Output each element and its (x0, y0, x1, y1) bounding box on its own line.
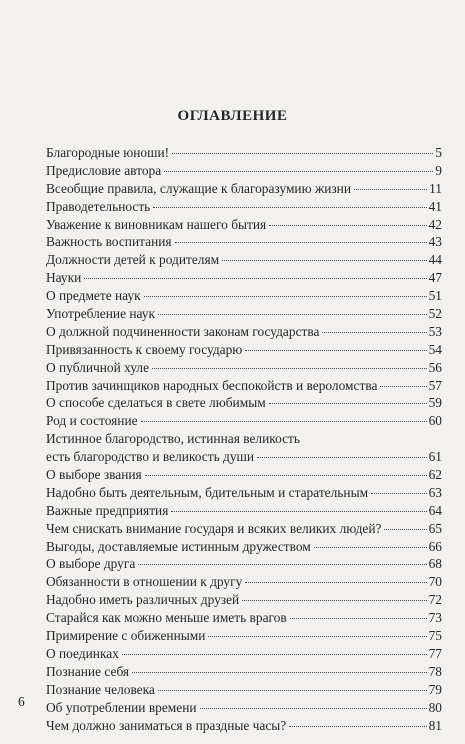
toc-entry (46, 412, 442, 430)
toc-entry (46, 484, 442, 502)
toc-entry (46, 233, 442, 251)
dot-leader (289, 726, 426, 727)
toc-entry (46, 573, 442, 591)
toc-entry-page: 79 (428, 681, 442, 697)
toc-entry (46, 645, 442, 663)
toc-entry-page: 59 (428, 395, 442, 411)
toc-entry (46, 216, 442, 234)
dot-leader (269, 403, 427, 404)
dot-leader (132, 672, 427, 673)
toc-entry-title: Выгоды, доставляемые истинным дружеством (46, 538, 311, 554)
toc-entry (46, 627, 442, 645)
toc-entry (46, 520, 442, 538)
toc-entry (46, 341, 442, 359)
toc-entry-page: 57 (428, 377, 442, 393)
dot-leader (384, 529, 426, 530)
toc-entry-page: 62 (428, 467, 442, 483)
toc-entry (46, 699, 442, 717)
dot-leader (222, 260, 427, 261)
dot-leader (145, 475, 427, 476)
toc-entry (46, 609, 442, 627)
toc-entry-page: 60 (428, 413, 442, 429)
toc-entry-page: 61 (428, 449, 442, 465)
toc-entry-title: Должности детей к родителям (46, 252, 220, 268)
toc-entry-page: 75 (428, 628, 442, 644)
toc-entry-title: Употребление наук (46, 306, 156, 322)
dot-leader (144, 296, 427, 297)
toc-entry-title: Надобно быть деятельным, бдительным и старательным (46, 484, 369, 500)
toc-entry-title: Старайся как можно меньше иметь врагов (46, 610, 287, 626)
dot-leader (122, 654, 427, 655)
toc-entry (46, 162, 442, 180)
toc-entry (46, 502, 442, 520)
toc-entry (46, 359, 442, 377)
dot-leader (158, 314, 427, 315)
toc-entry-title: О публичной хуле (46, 359, 150, 375)
toc-entry-page: 78 (428, 663, 442, 679)
toc-entry-title: О должной подчиненности законам государства (46, 323, 320, 339)
toc-entry-title: Важность воспитания (46, 234, 172, 250)
toc-entry-page: 65 (428, 520, 442, 536)
toc-entry-page: 81 (428, 717, 442, 733)
toc-entry (46, 251, 442, 269)
dot-leader (371, 493, 427, 494)
dot-leader (269, 225, 426, 226)
toc-entry-page: 54 (428, 341, 442, 357)
page-title: ОГЛАВЛЕНИЕ (177, 108, 288, 124)
toc-entry (46, 305, 442, 323)
toc-entry-page: 42 (428, 216, 442, 232)
toc-entry-title: О поединках (46, 645, 119, 661)
dot-leader (354, 189, 427, 190)
dot-leader (84, 278, 426, 279)
toc-entry-page: 80 (428, 699, 442, 715)
toc-entry-title: Обязанности в отношении к другу (46, 574, 243, 590)
toc-entry-title: Привязанность к своему государю (46, 341, 243, 357)
dot-leader (200, 708, 427, 709)
dot-leader (172, 153, 433, 154)
toc-entry (46, 591, 442, 609)
toc-entry-title: О способе сделаться в свете любимым (46, 395, 266, 411)
dot-leader (171, 511, 426, 512)
dot-leader (158, 690, 427, 691)
toc-entry-title: Примирение с обиженными (46, 628, 206, 644)
toc-entry-page: 11 (429, 180, 442, 196)
toc-entry-page: 77 (428, 645, 442, 661)
toc-entry-title: О выборе звания (46, 467, 142, 483)
dot-leader (257, 457, 427, 458)
toc-entry (46, 663, 442, 681)
page-number: 6 (18, 694, 25, 709)
toc-entry (46, 448, 442, 466)
toc-entry-page: 73 (428, 610, 442, 626)
toc-entry-page: 9 (435, 162, 442, 178)
toc-entry (46, 144, 442, 162)
toc-entry-title: Праводетельность (46, 198, 151, 214)
toc-entry-title: Уважение к виновникам нашего бытия (46, 216, 267, 232)
toc-entry-page: 68 (428, 556, 442, 572)
toc-entry-title: Чем должно заниматься в праздные часы? (46, 717, 287, 733)
toc-entry-page: 51 (428, 288, 442, 304)
toc-entry-title: О выборе друга (46, 556, 136, 572)
toc-entry-title: Чем снискать внимание государя и всяких великих людей? (46, 520, 382, 536)
toc-entry-page: 70 (428, 574, 442, 590)
toc-entry-title: Науки (46, 270, 82, 286)
toc-entry-page: 52 (428, 306, 442, 322)
toc-entry-title: Предисловие автора (46, 162, 162, 178)
toc-entry (46, 198, 442, 216)
dot-leader (245, 350, 426, 351)
toc-entry (46, 377, 442, 395)
toc-entry-title: О предмете наук (46, 288, 141, 304)
toc-entry-page: 47 (428, 270, 442, 286)
toc-entry (46, 323, 442, 341)
toc-entry (46, 681, 442, 699)
toc-entry-title: Против зачинщиков народных беспокойств и вероломства (46, 377, 378, 393)
toc-entry-title: Всеобщие правила, служащие к благоразумию жизни (46, 180, 351, 196)
toc-entry-page: 66 (428, 538, 442, 554)
toc-entry-page: 44 (428, 252, 442, 268)
toc-entry-title: Важные предприятия (46, 502, 169, 518)
toc-entry-page: 64 (428, 502, 442, 518)
dot-leader (164, 171, 433, 172)
toc-entry-title: Благородные юноши! (46, 145, 170, 160)
toc-entry-page: 43 (428, 234, 442, 250)
toc-entry (46, 287, 442, 305)
toc-entry-title: есть благородство и великость души (46, 449, 255, 465)
toc-entry (46, 269, 442, 287)
toc-entry-page: 63 (428, 484, 442, 500)
toc-entry-page: 5 (435, 145, 442, 160)
toc-entry-title: Познание человека (46, 681, 155, 697)
toc-entry-line: Истинное благородство, истинная великость (46, 431, 301, 447)
toc-entry-page: 53 (428, 323, 442, 339)
toc-entry-page: 56 (428, 359, 442, 375)
toc-entry-title: Надобно иметь различных друзей (46, 592, 240, 608)
toc-entry-title: Род и состояние (46, 413, 138, 429)
toc-entry-page: 41 (428, 198, 442, 214)
toc-entry (46, 555, 442, 573)
toc-entry-page: 72 (428, 592, 442, 608)
toc-entry (46, 538, 442, 556)
dot-leader (152, 368, 427, 369)
dot-leader (245, 582, 426, 583)
toc-entry (46, 180, 442, 198)
toc-entry-title: Об употреблении времени (46, 699, 197, 715)
dot-leader (208, 636, 426, 637)
dot-leader (138, 564, 426, 565)
dot-leader (153, 207, 426, 208)
dot-leader (322, 332, 426, 333)
dot-leader (242, 600, 426, 601)
dot-leader (290, 618, 427, 619)
dot-leader (175, 242, 427, 243)
dot-leader (380, 386, 426, 387)
toc-entry (46, 394, 442, 412)
table-of-contents (46, 144, 442, 734)
dot-leader (141, 421, 427, 422)
toc-entry (46, 717, 442, 735)
toc-entry (46, 466, 442, 484)
toc-entry-title: Познание себя (46, 663, 130, 679)
dot-leader (314, 547, 427, 548)
